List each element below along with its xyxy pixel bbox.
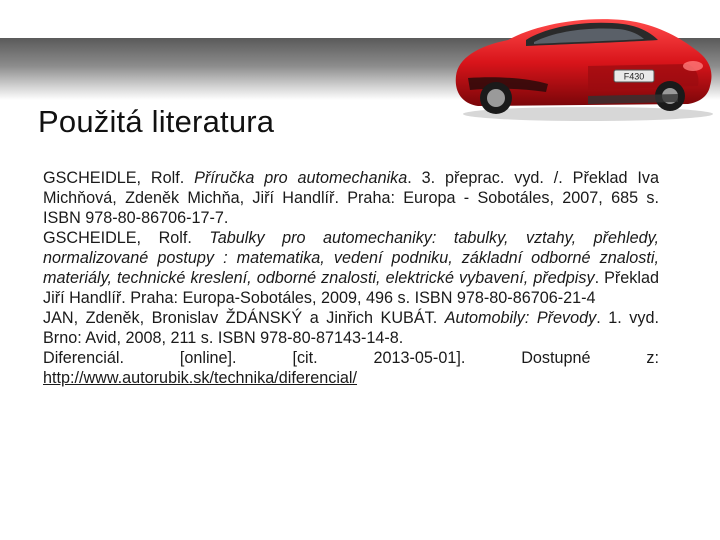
slide-title: Použitá literatura bbox=[38, 104, 275, 139]
reference-text: GSCHEIDLE, Rolf. bbox=[43, 169, 195, 187]
reference-book-title: Automobily: Převody bbox=[444, 309, 597, 327]
reference-book-title: Příručka pro automechanika bbox=[194, 169, 408, 187]
reference-item bbox=[43, 308, 659, 348]
reference-text: GSCHEIDLE, Rolf. bbox=[43, 229, 210, 247]
reference-list bbox=[43, 168, 659, 388]
reference-text: JAN, Zdeněk, Bronislav ŽDÁNSKÝ a Jinřich KUBÁT. bbox=[43, 309, 445, 327]
reference-text: Diferenciál. [online]. [cit. 2013-05-01]. Dostupné z: bbox=[43, 349, 659, 367]
reference-item bbox=[43, 228, 659, 308]
reference-text: . 3. přeprac. vyd. /. Překlad Iva Michňová, Zdeněk Michňa, Jiří Handlíř. Praha: Europa - Sobotáles, 2007, 685 s. ISBN 978-80-86706-17-7. bbox=[43, 169, 659, 227]
reference-link[interactable]: http://www.autorubik.sk/technika/diferencial/ bbox=[43, 369, 358, 387]
reference-item bbox=[43, 168, 659, 228]
reference-item bbox=[43, 348, 659, 388]
reference-text: . 1. vyd. Brno: Avid, 2008, 211 s. ISBN 978-80-87143-14-8. bbox=[43, 309, 659, 347]
reference-text: . Překlad Jiří Handlíř. Praha: Europa-Sobotáles, 2009, 496 s. ISBN 978-80-86706-21-4 bbox=[43, 269, 660, 307]
license-plate-text: F430 bbox=[623, 71, 645, 82]
red-sports-car-image bbox=[438, 6, 720, 122]
reference-book-title: Tabulky pro automechaniky: tabulky, vztahy, přehledy, normalizované postupy : matematika, vedení podniku, základní odborné znalosti, materiály, technické kreslení, odborné znalosti, elektrické vybavení, předpisy bbox=[43, 229, 659, 287]
